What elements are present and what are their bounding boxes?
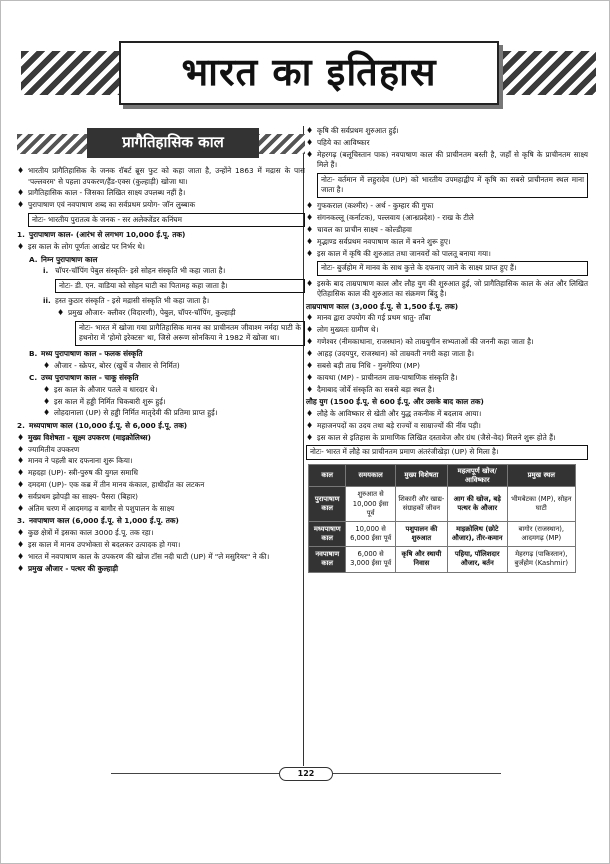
table-header: समयकाल [346, 464, 395, 487]
bullet-icon: ♦ [306, 408, 314, 418]
list-item: ♦ लोहदानाला (UP) से हड्डी निर्मित मातृदेवी की प्रतिमा प्राप्त हुई। [43, 408, 218, 418]
subheading: B. मध्य पुरापाषाण काल - फलक संस्कृति [29, 348, 143, 358]
bullet-icon: ♦ [17, 503, 25, 513]
bullet-icon: ♦ [17, 166, 25, 175]
bullet-icon: ♦ [306, 325, 314, 335]
table-cell: भीमबेटका (MP), सोहन घाटी [507, 487, 575, 522]
list-item: ♦ कृषि की सर्वप्रथम शुरुआत हुई। [306, 126, 399, 135]
list-item: ♦ इस काल में मानव उपभोक्ता से बदलकर उत्पादक हो गया। [17, 539, 181, 549]
summary-table [308, 464, 576, 573]
bullet-icon: ♦ [17, 551, 25, 561]
list-item: ♦ प्रमुख औजार- क्लीवर (विदारणी), पेबुल, चॉपर-चॉपिंग, कुल्हाड़ी [57, 308, 236, 318]
bullet-icon: ♦ [306, 432, 314, 442]
list-item: ♦ लोग मुख्यतः ग्रामीण थे। [306, 325, 379, 335]
bullet-icon: ♦ [17, 563, 25, 573]
heading: ताम्रपाषाण काल (3,000 ई.पू. से 1,500 ई.पू. तक) [306, 301, 459, 311]
list-item: ♦ इस काल में कृषि की शुरुआत तथा जानवरों को पालतू बनाया गया। [306, 248, 491, 258]
page-number: 122 [279, 767, 333, 781]
list-item: ♦ इसके बाद ताम्रपाषाण काल और लौह युग की शुरुआत हुई, जो प्रागैतिहासिक काल के अंत और लिखित ऐतिहासिक काल की शुरुआत का संक्रमण बिंदु है। [306, 278, 588, 299]
bullet-icon: ♦ [17, 200, 25, 210]
table-header: मुख्य विशेषता [395, 464, 447, 487]
title-banner [21, 37, 596, 109]
note-box: नोटः- बुर्जहोम में मानव के साथ कुत्ते के दफनाए जाने के साक्ष्य प्राप्त हुए हैं। [317, 261, 588, 276]
list-item: ♦ प्रमुख औजार - पत्थर की कुल्हाड़ी [17, 563, 118, 573]
bullet-icon: ♦ [43, 396, 51, 406]
bullet-icon: ♦ [306, 420, 314, 430]
table-header: महत्वपूर्ण खोज/आविष्कार [447, 464, 507, 487]
subheading: C. उच्च पुरापाषाण काल - चाकू संस्कृति [29, 373, 139, 383]
table-cell: माइक्रोलिथ (छोटे औजार), तीर-कमान [447, 521, 507, 546]
list-item: ♦ सबसे बड़ी ताम्र निधि - गुनगेरिया (MP) [306, 360, 420, 370]
list-item: ♦ मृद्भाण्ड सर्वप्रथम नवपाषाण काल में बनने शुरू हुए। [306, 236, 451, 246]
page-title: भारत का इतिहास [181, 50, 437, 95]
table-header: काल [309, 464, 346, 487]
list-item: ♦ इस काल में हड्डी निर्मित चिकबारी शुरू हुई। [43, 396, 166, 406]
bullet-icon: ♦ [17, 444, 25, 454]
list-item: ii. हस्त कुठार संस्कृति - इसे मद्रासी संस्कृति भी कहा जाता है। [43, 296, 210, 306]
table-row [309, 547, 576, 572]
heading: लौह युग (1500 ई.पू. से 600 ई.पू. और उसके बाद काल तक) [306, 397, 484, 407]
table-cell: शुरुआत से 10,000 ईसा पूर्व [346, 487, 395, 522]
list-item: ♦ इस काल के औजार पतले व धारदार थे। [43, 384, 158, 394]
bullet-icon: ♦ [17, 528, 25, 538]
bullet-icon: ♦ [17, 242, 25, 252]
bullet-icon: ♦ [43, 408, 51, 418]
table-row [309, 487, 576, 522]
bullet-icon: ♦ [17, 188, 25, 198]
table-cell: पहिया, पॉलिशदार औजार, बर्तन [447, 547, 507, 572]
bullet-icon: ♦ [306, 372, 314, 382]
list-item: ♦ महदहा (UP)- स्त्री-पुरुष की युगल समाधि [17, 468, 139, 478]
table-cell: 6,000 से 3,000 ईसा पूर्व [346, 547, 395, 572]
list-item: ♦ चावल का प्राचीन साक्ष्य - कोल्डीहवा [306, 224, 412, 234]
section-title: प्रागैतिहासिक काल [87, 128, 259, 158]
list-item: ♦ इस काल से इतिहास के प्रामाणिक लिखित दस्तावेज और ग्रंथ (जैसे-वेद) मिलने शुरू होते हैं। [306, 432, 556, 442]
bullet-icon: ♦ [306, 384, 314, 394]
bullet-icon: ♦ [17, 539, 25, 549]
list-item: ♦ मुख्य विशेषता - सूक्ष्म उपकरण (माइक्रोलिथ्स) [17, 432, 151, 442]
bullet-icon: ♦ [306, 137, 314, 147]
table-cell: मेहरगढ़ (पाकिस्तान), बुर्जहोम (Kashmir) [507, 547, 575, 572]
list-item: ♦ भारत में नवपाषाण काल के उपकरण की खोज टॉस नदी घाटी (UP) में "ले मसुरियर" ने की। [17, 551, 270, 561]
bullet-icon: ♦ [306, 224, 314, 234]
note-box: नोटः- भारत में लौहे का प्राचीनतम प्रमाण अंतरंजीखेड़ा (UP) से मिला है। [306, 445, 588, 460]
list-item: ♦ भारतीय प्रागैतिहासिक के जनक रॉबर्ट ब्रूस फुट को कहा जाता है, उन्होंने 1863 में मद्रास के पास 'पल्लवरम' से पहला उपकरण/हैंड-एक्स (कुल्हाड़ी) खोजा था। [17, 166, 305, 186]
table-cell: कृषि और स्थायी निवास [395, 547, 447, 572]
note-box: नोटः- भारत में खोजा गया प्रागैतिहासिक मानव का प्राचीनतम जीवाश्म नर्मदा घाटी के हथनोरा में 'होमो इरेक्टस' था, जिसे अरूण सोनकिया ने 1982 में खोजा था। [75, 321, 305, 346]
table-cell: पशुपालन की शुरुआत [395, 521, 447, 546]
list-item: ♦ पुरापाषाण एवं नवपाषाण शब्द का सर्वप्रथम प्रयोग- जॉन लुब्बाक [17, 200, 196, 210]
heading: 3. नवपाषाण काल (6,000 ई.पू. से 1,000 ई.पू. तक) [17, 516, 179, 526]
bullet-icon: ♦ [306, 236, 314, 246]
list-item: ♦ इस काल के लोग पूर्णतः आखेट पर निर्भर थे। [17, 242, 145, 252]
bullet-icon: ♦ [43, 384, 51, 394]
left-column [17, 126, 305, 576]
list-item: ♦ ज्यामितीय उपकरण [17, 444, 80, 454]
list-item: ♦ मानव द्वारा उपयोग की गई प्रथम धातु- ताँबा [306, 313, 431, 323]
bullet-icon: ♦ [306, 126, 314, 135]
bullet-icon: ♦ [17, 492, 25, 501]
table-cell: पुरापाषाण काल [309, 487, 346, 522]
bullet-icon: ♦ [43, 360, 51, 370]
list-item: ♦ कुछ क्षेत्रों में इसका काल 3000 ई.पू. तक रहा। [17, 528, 154, 538]
section-header [17, 126, 305, 160]
bullet-icon: ♦ [306, 360, 314, 370]
bullet-icon: ♦ [306, 349, 314, 359]
bullet-icon: ♦ [17, 456, 25, 466]
list-item: ♦ मेहरगढ़ (बलूचिस्तान पाक) नवपाषाण काल की प्राचीनतम बस्ती है, जहाँ से कृषि के प्राचीनतम साक्ष्य मिले हैं। [306, 149, 588, 170]
table-header: प्रमुख स्थल [507, 464, 575, 487]
bullet-icon: ♦ [306, 201, 314, 211]
subheading: A. निम्न पुरापाषाण काल [29, 254, 98, 264]
list-item: i. चॉपर-चॉपिंग पेबुल संस्कृति- इसे सोहन संस्कृति भी कहा जाता है। [43, 266, 226, 276]
footer [111, 767, 501, 781]
table-cell: आग की खोज, बड़े पत्थर के औजार [447, 487, 507, 522]
bullet-icon: ♦ [306, 248, 314, 258]
title-box [119, 41, 499, 105]
list-item: ♦ औजार - स्क्रेपर, बोरर (खुर्चे व जैसार से निर्मित) [43, 360, 180, 370]
heading: 1. पुरापाषाण काल- (आरंभ से लगभग 10,000 ई.पू. तक) [17, 230, 186, 240]
list-item: ♦ अंतिम चरण में आदमगढ़ व बागौर से पशुपालन के साक्ष्य [17, 503, 175, 513]
list-item: ♦ दमदमा (UP)- एक कब्र में तीन मानव कंकाल, हाथीदाँत का लटकन [17, 480, 205, 490]
list-item: ♦ मानव ने पहली बार दफनाना शुरू किया। [17, 456, 133, 466]
table-cell: बागोर (राजस्थान), आदमगढ़ (MP) [507, 521, 575, 546]
list-item: ♦ कायथा (MP) - प्राचीनतम ताम्र-पाषाणिक संस्कृति है। [306, 372, 458, 382]
list-item: ♦ महाजनपदों का उदय तथा बड़े राज्यों व साम्राज्यों की नींव पड़ी। [306, 420, 481, 430]
list-item: ♦ लौहे के आविष्कार से खेती और युद्ध तकनीक में बदलाव आया। [306, 408, 482, 418]
list-item: ♦ पहिये का आविष्कार [306, 137, 370, 147]
table-cell: मध्यपाषाण काल [309, 521, 346, 546]
list-item: ♦ आहड़ (उदयपुर, राजस्थान) को ताम्रवती नगरी कहा जाता है। [306, 349, 475, 359]
table-row [309, 521, 576, 546]
table-cell: शिकारी और खाद्य-संग्राहकों जीवन [395, 487, 447, 522]
list-item: ♦ गुफकराल (कश्मीर) - अर्थ - कुम्हार की गुफा [306, 201, 434, 211]
heading: 2. मध्यपाषाण काल (10,000 ई.पू. से 6,000 ई.पू. तक) [17, 421, 188, 431]
bullet-icon: ♦ [306, 313, 314, 323]
note-box: नोटः- डी. एन. वाडिया को सोहन घाटी का पितामह कहा जाता है। [55, 279, 305, 294]
list-item: ♦ सर्वप्रथम झोपड़ी का साक्ष्य- पैसरा (बिहार) [17, 492, 138, 501]
bullet-icon: ♦ [306, 337, 314, 347]
table-header-row [309, 464, 576, 487]
bullet-icon: ♦ [57, 308, 65, 318]
list-item: ♦ दैमाबाद जोर्वे संस्कृति का सबसे बड़ा स्थल है। [306, 384, 435, 394]
bullet-icon: ♦ [17, 468, 25, 478]
table-cell: 10,000 से 6,000 ईसा पूर्व [346, 521, 395, 546]
note-box: नोटः- भारतीय पुरातत्व के जनक - सर अलेक्जेंडर कनिंघम [28, 213, 305, 228]
list-item: ♦ प्रागैतिहासिक काल - जिसका लिखित साक्ष्य उपलब्ध नहीं है। [17, 188, 186, 198]
bullet-icon: ♦ [17, 432, 25, 442]
bullet-icon: ♦ [306, 149, 314, 159]
right-column [306, 126, 588, 573]
note-box: नोटः- वर्तमान में लहुरादेव (UP) को भारतीय उपमहाद्वीप में कृषि का सबसे प्राचीनतम स्थल माना जाता है। [317, 173, 588, 198]
bullet-icon: ♦ [17, 480, 25, 490]
table-cell: नवपाषाण काल [309, 547, 346, 572]
bullet-icon: ♦ [306, 278, 314, 288]
bullet-icon: ♦ [306, 212, 314, 222]
list-item: ♦ संगनकल्लू (कर्नाटक), पल्लवाय (आन्ध्रप्रदेश) - राख के टीले [306, 212, 474, 222]
list-item: ♦ गणेश्वर (नीमकाथाना, राजस्थान) को ताम्रयुगीन सभ्यताओं की जननी कहा जाता है। [306, 337, 534, 347]
